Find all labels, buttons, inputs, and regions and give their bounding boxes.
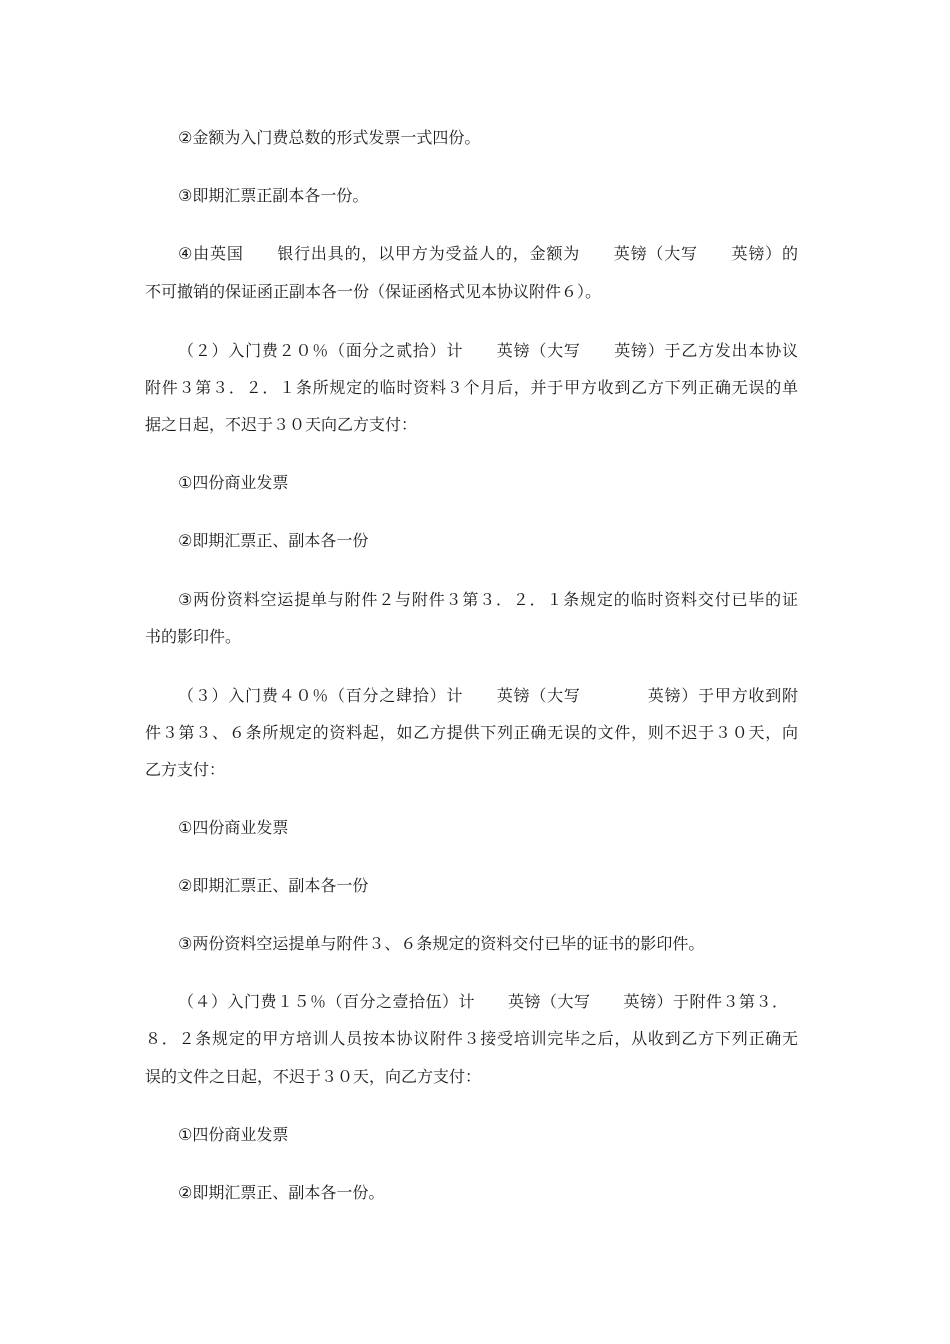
text-line: ②即期汇票正、副本各一份 <box>178 876 369 895</box>
text-line: （３）入门费４０％（百分之肆拾）计 英镑（大写 英镑）于甲方收到附 <box>178 686 798 705</box>
text-line: ③两份资料空运提单与附件２与附件３第３．２．１条规定的临时资料交付已毕的证 <box>178 590 798 609</box>
text-line: （４）入门费１５％（百分之壹拾伍）计 英镑（大写 英镑）于附件３第３． <box>178 992 788 1011</box>
text-line: 乙方支付： <box>145 760 226 779</box>
text-line: ８．２条规定的甲方培训人员按本协议附件３接受培训完毕之后，从收到乙方下列正确无 <box>145 1029 798 1048</box>
text-line: 书的影印件。 <box>145 627 242 646</box>
text-line: ④由英国 银行出具的，以甲方为受益人的，金额为 英镑（大写 英镑）的 <box>178 244 798 263</box>
text-line: ①四份商业发票 <box>178 818 289 837</box>
text-line: ②金额为入门费总数的形式发票一式四份。 <box>178 128 481 147</box>
text-line: ③两份资料空运提单与附件３、６条规定的资料交付已毕的证书的影印件。 <box>178 934 705 953</box>
text-line: ①四份商业发票 <box>178 1125 289 1144</box>
text-line: 不可撤销的保证函正副本各一份（保证函格式见本协议附件６）。 <box>145 282 602 301</box>
text-line: （２）入门费２０％（面分之贰拾）计 英镑（大写 英镑）于乙方发出本协议 <box>178 341 798 360</box>
text-line: ②即期汇票正、副本各一份。 <box>178 1183 385 1202</box>
text-line: 件３第３、６条所规定的资料起，如乙方提供下列正确无误的文件，则不迟于３０天，向 <box>145 723 798 742</box>
text-line: 附件３第３．２．１条所规定的临时资料３个月后，并于甲方收到乙方下列正确无误的单 <box>145 378 798 397</box>
text-line: 据之日起，不迟于３０天向乙方支付： <box>145 415 418 434</box>
text-line: ②即期汇票正、副本各一份 <box>178 531 369 550</box>
text-line: 误的文件之日起，不迟于３０天，向乙方支付： <box>145 1067 482 1086</box>
text-line: ①四份商业发票 <box>178 473 289 492</box>
text-line: ③即期汇票正副本各一份。 <box>178 186 369 205</box>
